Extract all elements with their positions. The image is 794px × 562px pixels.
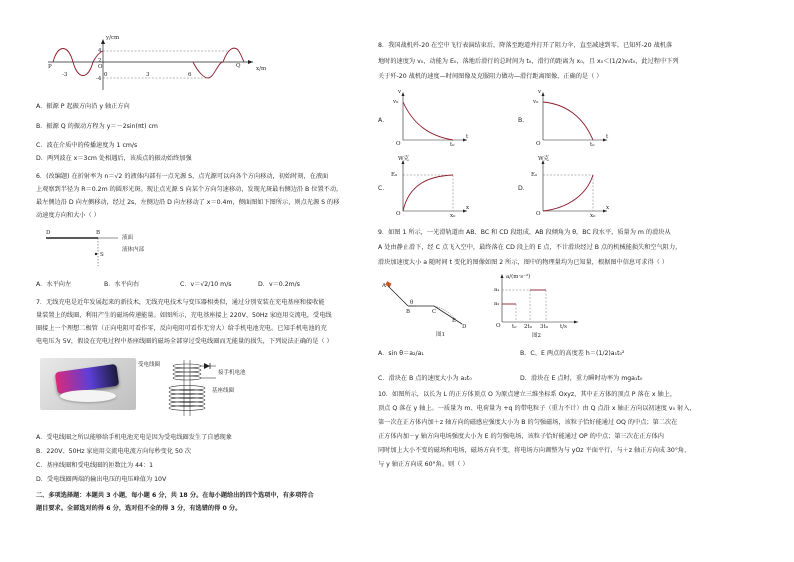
q8-graph-b-y0: v₀: [533, 99, 539, 105]
q9-fig2-t0: t₀: [512, 324, 517, 330]
q5-option-c: C．波在介质中的传播速度为 1 cm/s: [36, 142, 138, 149]
q9-fig1-c: C: [432, 309, 437, 315]
wave-xtick-2: 3: [146, 72, 150, 78]
q9-fig2-y: a/(m·s⁻²): [506, 274, 531, 280]
wave-xlabel: x/m: [256, 66, 267, 72]
q7-line-4: 电电压为 5V，假设在充电过程中基座线圈的磁场全部穿过受电线圈而无能量的损失，下列说法正确的是（ ）: [36, 338, 333, 345]
wave-ytick-mid: 2: [98, 58, 102, 64]
q8-graph-c-x0: x₀: [450, 213, 456, 219]
q8-graph-c-o: O: [396, 211, 401, 217]
wave-xtick-3: 6: [188, 72, 192, 78]
q9-line-1: 9．如图 1 所示，一光滑轨道由 AB、BC 和 CD 段组成，AB 段倾角为 θ，BC 段水平，质量为 m 的滑块从: [378, 229, 671, 236]
q9-fig1-caption: 图1: [436, 332, 445, 338]
q9-fig1-e: E: [452, 318, 457, 324]
q10-line-5: 同时加上大小不变的磁场和电场，磁场方向不变，将电场方向调整为与 yOz 平面平行，与＋z 轴正方向成 30°角、: [378, 447, 691, 454]
q8-graph-a-letter: A．: [378, 117, 389, 124]
q6-line-3: 最左侧边沿 D 向左侧移动，经过 2s，左侧边沿 D 向左移动了 x＝0.4m，侧面图如下图所示，则点光源 S 的移: [36, 199, 340, 206]
q7-label-base: 基座线圈: [212, 388, 235, 394]
wave-xtick-1: 0: [104, 72, 108, 78]
phone-charger-photo: [40, 358, 136, 410]
q9-fig1-theta: θ: [410, 300, 414, 306]
q6-option-c: C．v＝√2/10 m/s: [180, 281, 232, 288]
q7-option-a: A．受电线圈之所以能够给手机电池充电是因为受电线圈发生了自感现象: [36, 434, 233, 441]
q9-option-a: A．sin θ＝a₂/a₁: [378, 350, 424, 357]
wave-ytick-bot: -4: [96, 76, 102, 82]
q7-line-2: 量装置上的线圈，利用产生的磁场传递能量。如图所示，充电基座接上 220V、50Hz 家庭用交流电，受电线: [36, 312, 332, 319]
q6-line-2: 上观察到半径为 R＝0.2m 的圆形光斑。现让点光源 S 向某个方向匀速移动，发现光斑最右侧边沿 B 位置不动，: [36, 186, 343, 193]
q9-line-3: 滑块加速度大小 a 随时间 t 变化的图像如图 2 所示，图中的物理量均为已知量，根据图中信息可求得（ ）: [378, 259, 668, 266]
q8-graph-c: [395, 158, 470, 216]
q5-option-a: A．振源 P 起振方向沿 y 轴正方向: [36, 103, 130, 110]
q6-option-a: A．水平向左: [36, 281, 72, 288]
q8-graph-b: [535, 90, 610, 145]
wave-figure: [48, 38, 258, 90]
q6-option-b: B．水平向右: [104, 281, 140, 288]
q9-figure-1: [382, 276, 482, 336]
q6-label-s: S: [100, 252, 104, 258]
q9-option-b: B．C、E 两点的高度差 h＝(1/2)a₁t₀²: [520, 350, 625, 357]
q9-figure-2: [492, 272, 582, 332]
q8-graph-a-o: O: [396, 141, 401, 147]
q10-line-1: 10．如图所示，以长为 L 的正方体顶点 O 为原点建立三维坐标系 Oxyz，其中正方体的顶点 P 落在 x 轴上，: [378, 391, 677, 398]
q5-option-d: D．两列波在 x＝3cm 处相遇后，该质点的振动始终加强: [36, 155, 192, 162]
q8-graph-c-x: x: [466, 205, 470, 211]
q6-label-surface: 液面: [122, 235, 134, 241]
q8-line-1: 8．我国战机歼-20 在空中飞行表演结束后，降落至跑道并打开了阻力伞，直至减速到零。已知歼-20 战机落: [378, 42, 673, 49]
wave-ytick-top: 4: [98, 48, 102, 54]
q9-fig2-t3: 3t₀: [540, 324, 548, 330]
q9-fig2-o: O: [496, 323, 501, 329]
q9-option-d: D．滑块在 E 点时，重力瞬时功率为 mga₁t₀: [520, 375, 643, 382]
q10-line-6: 与 y 轴正方向成 60°角。则（ ）: [378, 461, 469, 468]
q8-graph-d-x: x: [606, 205, 610, 211]
q8-graph-d-letter: D．: [518, 185, 529, 192]
q9-fig2-a2: a₂: [494, 301, 500, 307]
wave-xtick-0: -3: [62, 72, 68, 78]
q8-graph-a-y: v: [398, 89, 402, 95]
q6-label-liquid: 液体内部: [122, 247, 145, 253]
wave-q-label: Q: [236, 63, 241, 69]
q8-graph-c-y: W克: [398, 156, 410, 162]
q7-option-d: D．受电线圈两端的输出电压的电压峰值为 10V: [36, 476, 167, 483]
q6-line-4: 动速度方向和大小（ ）: [36, 212, 100, 219]
wave-p-label: P: [48, 64, 52, 70]
q6-label-d: D: [46, 230, 51, 236]
q6-figure: [38, 228, 178, 268]
q7-option-b: B．220V、50Hz 家庭用交流电电流方向每秒变化 50 次: [36, 448, 192, 455]
q7-label-battery: 接手机电池: [218, 370, 246, 376]
wave-ylabel: y/cm: [106, 35, 120, 41]
q8-graph-b-x0: t₀: [590, 142, 595, 148]
q8-graph-a-x: t: [466, 134, 469, 140]
q9-fig1-d: D: [462, 324, 467, 330]
q9-fig2-a1: a₁: [494, 287, 500, 293]
q10-line-2: 顶点 Q 落在 y 轴上。一质量为 m、电荷量为 +q 的带电粒子（重力不计）由 Q 点沿 x 轴正方向以初速度 v₀ 射入，: [378, 405, 696, 412]
wave-o-label: O: [98, 64, 103, 70]
q7-option-c: C．基座线圈和受电线圈的匝数比为 44：1: [36, 462, 154, 469]
q9-option-c: C．滑块在 B 点的速度大小为 a₂t₀: [378, 375, 472, 382]
q5-option-b: B．振源 Q 的振动方程为 y＝－2sin(πt) cm: [36, 123, 158, 130]
q9-fig2-caption: 图2: [532, 333, 541, 339]
q8-graph-d-y: W克: [538, 156, 550, 162]
q9-line-2: A 处由静止滑下，经 C 点飞入空中，最终落在 CD 段上的 E 点，不计滑块经过 B 点的机械能损失和空气阻力，: [378, 244, 682, 251]
q8-graph-a-y0: v₀: [393, 99, 399, 105]
q9-fig1-a: A: [382, 283, 386, 289]
q8-graph-d-x0: x₀: [590, 213, 596, 219]
section-header-line-2: 题目要求。全部选对的得 6 分，选对但不全的得 3 分，有选错的得 0 分。: [36, 505, 242, 512]
q8-graph-c-letter: C．: [378, 185, 389, 192]
q9-fig2-x: t/s: [560, 324, 567, 330]
q9-fig2-t2: 2t₀: [524, 324, 532, 330]
charger-pad-image: [60, 390, 116, 402]
q7-line-1: 7．无线充电是近年发展起来的新技术，无线充电技术与变压器相类似，通过分别安装在充电基座和接收能: [36, 299, 325, 306]
q8-graph-a-x0: t₀: [450, 142, 455, 148]
q8-graph-b-x: t: [606, 134, 609, 140]
q7-label-receiver: 受电线圈: [138, 362, 161, 368]
q6-option-d: D．v＝0.2m/s: [258, 281, 300, 288]
q6-line-1: 6．(改编题) 在折射率为 n＝√2 的液体内部有一点光源 S，点光源可以向各个方向移动，初始时刻，在液面: [36, 173, 329, 180]
q8-graph-d: [535, 158, 610, 216]
q8-line-2: 地时的速度为 v₀，动能为 E₀，落地后滑行的总时间为 t₀，滑行的距离为 x₀，且 x₀＜(1/2)v₀t₀，此过程中下列: [378, 58, 679, 65]
q10-line-3: 第一次在正方体内加＋z 轴方向的磁感应强度大小为 B 的匀强磁场，该粒子恰好能通过 OQ 的中点；第二次在: [378, 419, 678, 426]
q8-graph-b-y: v: [538, 89, 542, 95]
q8-graph-b-o: O: [536, 141, 541, 147]
q9-fig1-b: B: [406, 309, 411, 315]
q8-graph-d-y0: E₀: [531, 172, 538, 178]
q8-graph-d-o: O: [536, 211, 541, 217]
q8-graph-b-letter: B．: [518, 117, 529, 124]
section-header-line-1: 二、多项选择题：本题共 3 小题，每小题 6 分，共 18 分。在每小题给出的四个选项中，有多项符合: [36, 492, 314, 499]
q6-label-b: B: [96, 230, 101, 236]
q10-line-4: 正方体内加－y 轴方向电场强度大小为 E 的匀强电场，该粒子恰好能通过 OP 的中点；第三次在正方体内: [378, 433, 664, 440]
q8-line-3: 关于歼-20 战机的速度—时间图像及克服阻力做功—滑行距离图像，正确的是（ ）: [378, 73, 603, 80]
q8-graph-a: [395, 90, 470, 145]
q8-graph-c-y0: E₀: [391, 172, 398, 178]
q7-line-3: 圈接上一个理想二极管（正向电阻可看作零，反向电阻可看作无穷大）给手机电池充电。已知手机电池的充: [36, 325, 327, 332]
